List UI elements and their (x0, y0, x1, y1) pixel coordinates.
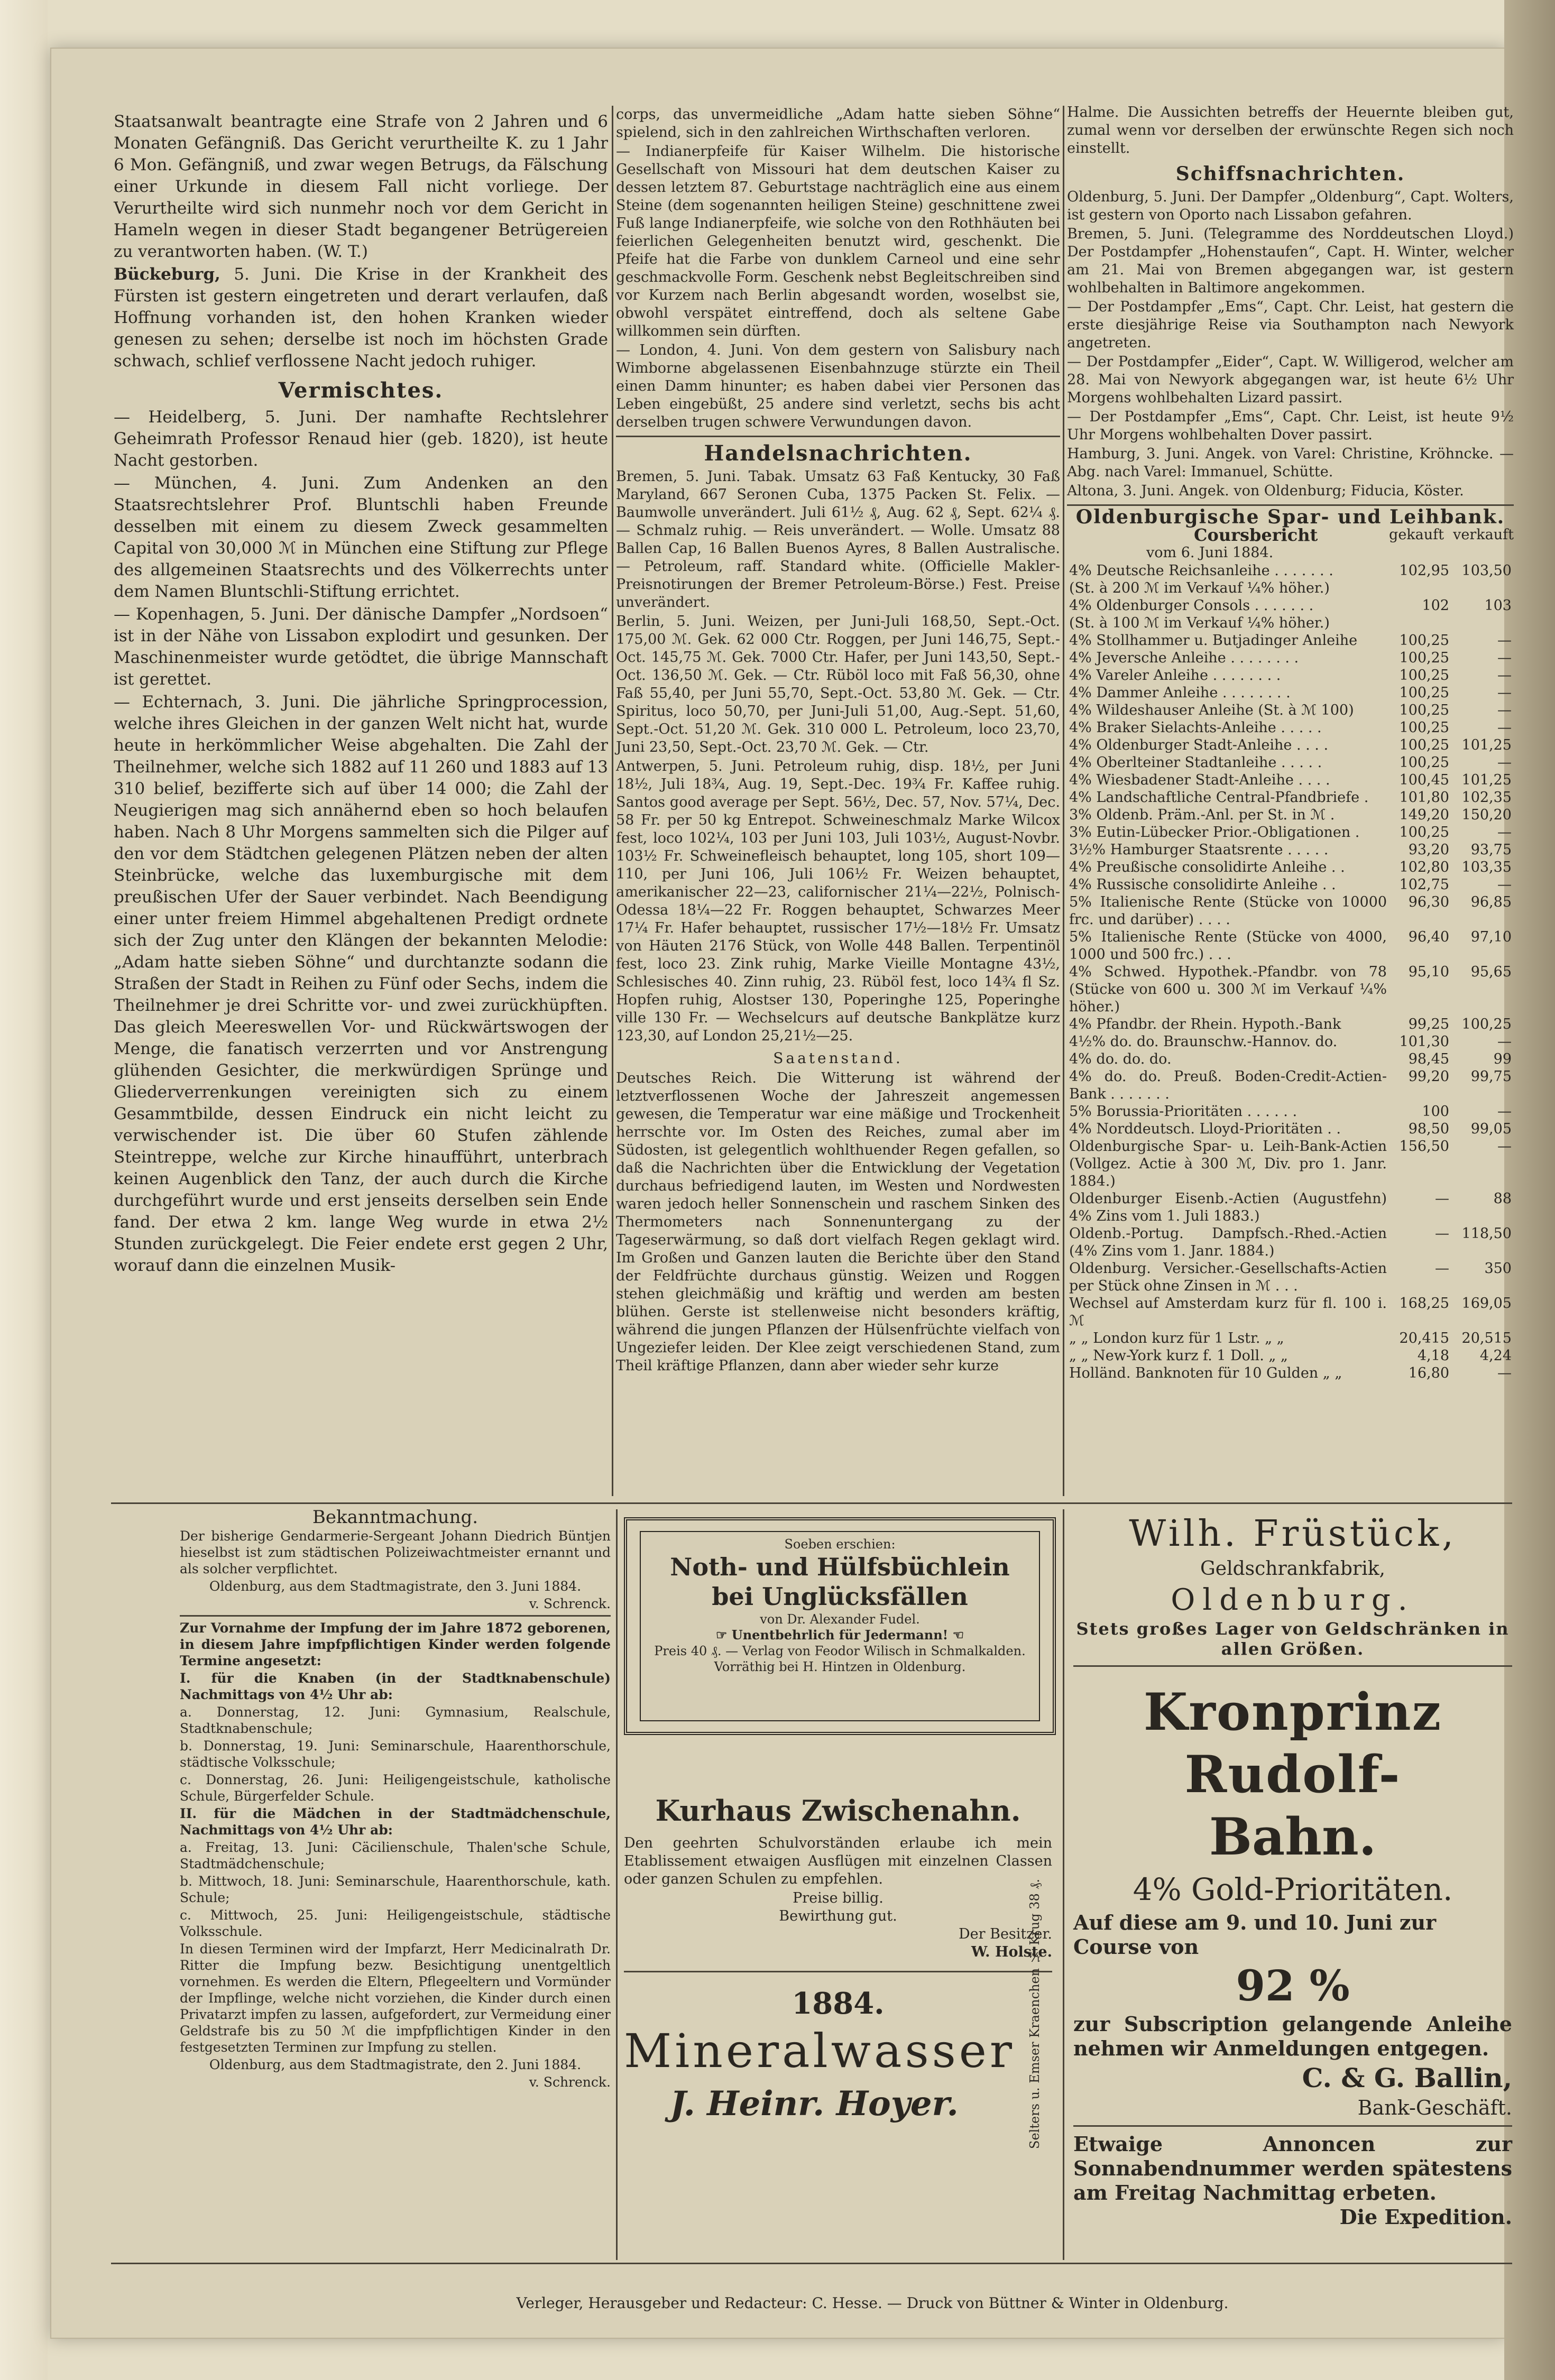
ads-rule-1 (616, 1509, 618, 2260)
bank-security-name: 3% Oldenb. Präm.-Anl. per St. in ℳ . (1069, 807, 1335, 823)
bank-row (1067, 1347, 1514, 1364)
bank-date: vom 6. Juni 1884. (1146, 545, 1274, 561)
article-halme: Halme. Die Aussichten betreffs der Heuernte bleiben gut, zumal wenn vor derselben der erwünschte Regen sich noch einstellt. (1067, 104, 1514, 156)
book-price: Preis 40 ₰. — Verlag von Feodor Wilisch in Schmalkalden. (654, 1644, 1026, 1658)
mw-year: 1884. (792, 1986, 885, 2021)
kr-title-2: Bahn. (1209, 1807, 1377, 1867)
book-title-1: Noth- und Hülfsbüchlein (670, 1553, 1010, 1581)
impf-date-b: b. Donnerstag, 19. Juni: Seminarschule, Haarenthorschule, städtische Volksschule; (180, 1738, 611, 1770)
dateline: Bückeburg, (114, 265, 220, 284)
bank-security-name: 4% Norddeutsch. Lloyd-Prioritäten . . (1069, 1121, 1341, 1137)
ad-kurhaus (624, 1792, 1052, 2181)
bank-row (1067, 1138, 1514, 1190)
bank-security-name: Wechsel auf Amsterdam kurz für fl. 100 i. ℳ (1069, 1295, 1387, 1329)
bank-row (1067, 1120, 1514, 1138)
kr-firm-sub: Bank-Geschäft. (1357, 2096, 1512, 2119)
kr-price: 92 % (1236, 1961, 1350, 2010)
bank-security-name: 5% Italienische Rente (Stücke von 10000 frc. und darüber) . . . . (1069, 894, 1387, 928)
bank-bought-price: 98,50 (1408, 1121, 1449, 1137)
bank-bought-price: 16,80 (1408, 1365, 1449, 1381)
kr-firm: C. & G. Ballin, (1302, 2062, 1512, 2093)
article-text: 5. Juni. Die Krise in der Krankheit des Fürsten ist gestern eingetreten und derart verlaufen, daß Hoffnung vorhanden ist, den hohen Kranken wieder genesen zu sehen; derselbe ist noch im höchsten Grade schwach, schlief verflossene Nacht jedoch ruhiger. (114, 265, 608, 371)
bank-security-name: Oldenburger Eisenb.-Actien (Augustfehn) 4% Zins vom 1. Juli 1883.) (1069, 1191, 1387, 1224)
bank-security-name: 4% Deutsche Reichsanleihe . . . . . . . (1069, 562, 1333, 579)
bank-bought-price: 93,20 (1408, 842, 1449, 858)
impf-date-d: a. Freitag, 13. Juni: Cäcilienschule, Thalen'sche Schule, Stadtmädchenschule; (180, 1840, 611, 1871)
bank-sold-price: — (1497, 650, 1512, 666)
bank-row (1067, 614, 1514, 632)
bank-bought-price: 100,25 (1399, 719, 1449, 736)
impf-date-a: a. Donnerstag, 12. Juni: Gymnasium, Realschule, Stadtknabenschule; (180, 1704, 611, 1736)
bank-sold-price: 101,25 (1461, 737, 1512, 753)
bank-row (1067, 754, 1514, 771)
bank-row (1067, 1190, 1514, 1225)
book-title-2: bei Unglücksfällen (712, 1582, 968, 1611)
bank-bought-price: 101,30 (1399, 1034, 1449, 1050)
bank-sold-price: 101,25 (1461, 772, 1512, 788)
page-fold (0, 0, 48, 2380)
market-antwerpen: Antwerpen, 5. Juni. Petroleum ruhig, disp. 18½, per Juni 18½, Juli 18¾, Aug. 19, Sept.-Dec. 19¾ Fr. Kaffee ruhig. Santos good average per Sept. 56½, Dec. 57, Nov. 57¼, Dec. 58 Fr. per 50 kg Entrepot. Schweineschmalz Marke Wilcox fest, loco 102¼, 103 per Juni 103, Juli 103½, August-Novbr. 103½ Fr. Schweinefleisch behauptet, long 105, short 109—110, per Juni 106, Juli 106½ Fr. Weizen behauptet, amerikanischer 22—23, californischer 21¼—22½, Polnisch-Odessa 18¼—22 Fr. Roggen behauptet, Schwarzes Meer 17¼ Fr. Hafer behauptet, russischer 17½—18½ Fr. Umsatz von Häuten 2176 Stück, von Wolle 448 Ballen. Terpentinöl fest, loco 23. Zink ruhig, Marke Vieille Montagne 43½, Schlesisches 40. Zinn ruhig, 23. Rüböl fest, loco 14¾ fl Sz. Hopfen ruhig, Alostser 130, Poperinghe 125, Poperinghe ville 130 Fr. — Wechselcurs auf deutsche Bankplätze kurz 123,30, auf London 25,21½—25. (616, 758, 1060, 1044)
bank-sold-price: 100,25 (1461, 1016, 1512, 1032)
bank-sold-price: — (1497, 702, 1512, 718)
bank-bought-price: 156,50 (1399, 1138, 1449, 1155)
imprint-footer: Verleger, Herausgeber und Redacteur: C. Hesse. — Druck von Büttner & Winter in Oldenburg. (516, 2294, 1229, 2312)
bank-bought-price (1389, 579, 1451, 597)
bek-place: Oldenburg, aus dem Stadtmagistrate, den 3. Juni 1884. (209, 1579, 582, 1594)
book-pre: Soeben erschien: (784, 1537, 896, 1552)
bank-row (1067, 771, 1514, 789)
bank-row (1067, 841, 1514, 859)
bank-row (1067, 824, 1514, 841)
article-indianerpfeife: — Indianerpfeife für Kaiser Wilhelm. Die historische Gesellschaft von Missouri hat dem deutschen Kaiser zu dessen letztem 87. Geburtstage nachträglich eine aus einem Steine (dem sogenannten heiligen Steine) geschnittene zwei Fuß lange Indianerpfeife, wie solche von den Rothhäuten bei feierlichen Gelegenheiten benutzt wird, geschenkt. Die Pfeife hat die Farbe von dunklem Carneol und eine sehr geschmackvolle Form. Geschenk nebst Begleitschreiben sind vor Kurzem nach Berlin abgesandt worden, woselbst sie, obwohl verspätet eintreffend, doch als seltene Gabe willkommen sein dürften. (616, 143, 1060, 339)
bank-row (1067, 928, 1514, 963)
kr-text-1: Auf diese am 9. und 10. Juni zur (1073, 1911, 1437, 1934)
bank-row (1067, 579, 1514, 597)
bank-row (1067, 1050, 1514, 1068)
bank-bought-price: — (1435, 1191, 1449, 1207)
bank-sold-price: — (1497, 1138, 1512, 1155)
ship-ems-2: — Der Postdampfer „Ems“, Capt. Chr. Leist, ist heute 9½ Uhr Morgens wohlbehalten Dover passirt. (1067, 409, 1514, 443)
bank-row (1067, 1295, 1514, 1330)
bank-security-name: Oldenburgische Spar- u. Leih-Bank-Actien (Vollgez. Actie à 300 ℳ, Div. pro 1. Janr. 1884.) (1069, 1138, 1387, 1189)
bank-sold-price: 88 (1493, 1191, 1512, 1207)
bek-title: Bekanntmachung. (312, 1507, 479, 1528)
bank-security-name: 5% Italienische Rente (Stücke von 4000, 1000 und 500 frc.) . . . (1069, 929, 1387, 963)
bank-row (1067, 736, 1514, 754)
fr-name: Wilh. Früstück, (1129, 1513, 1457, 1555)
impf-place: Oldenburg, aus dem Stadtmagistrate, den 2. Juni 1884. (209, 2057, 582, 2072)
bank-bought-price: 100,25 (1399, 650, 1449, 666)
book-slogan: ☞ Unentbehrlich für Jedermann! ☜ (715, 1627, 964, 1643)
bank-security-name: Oldenburg. Versicher.-Gesellschafts-Actien per Stück ohne Zinsen in ℳ . . . (1069, 1260, 1387, 1294)
bank-sold-price: — (1497, 719, 1512, 736)
article-saatenstand: Deutsches Reich. Die Witterung ist während der letztverflossenen Woche der Jahreszeit angemessen gewesen, die Temperatur war eine mäßige und Trockenheit herrschte vor. Im Osten des Reiches, zumal aber im Südosten, ist gelegentlich wohlthuender Regen gefallen, so daß die Nachrichten über die Entwicklung der Vegetation durchaus befriedigend lauten, im Westen und Nordwesten waren jedoch heller Sonnenschein und raschem Sinken des Thermometers nach Sonnenuntergang zu der Tageserwärmung, so daß dort vielfach Regen geklagt wird. Im Großen und Ganzen lauten die Berichte über den Stand der Feldfrüchte durchaus günstig. Weizen und Roggen stehen gleichmäßig und kräftig und werden am besten blühen. Gerste ist stellenweise nicht besonders kräftig, während die jungen Pflanzen der Hülsenfrüchte vielfach von Ungeziefer leiden. Der Klee zeigt verschiedenen Stand, zum Theil kräftige Pflanzen, dann aber wieder sehr kurze (616, 1070, 1060, 1374)
bank-security-name: „ „ New-York kurz f. 1 Doll. „ „ (1069, 1348, 1288, 1364)
article-muenchen: — München, 4. Juni. Zum Andenken an den Staatsrechtslehrer Prof. Bluntschli haben Freunde desselben mit einem zu diesem Zweck gesammelten Capital von 30,000 ℳ in München eine Stiftung zur Pflege des allgemeinen Staatsrechts und des Völkerrechts unter dem Namen Bluntschli-Stiftung errichtet. (114, 474, 608, 601)
kr-gold: 4% Gold-Prioritäten. (1133, 1871, 1453, 1907)
impf-text: In diesen Terminen wird der Impfarzt, Herr Medicinalrath Dr. Ritter die Impfung bezw. Besichtigung unentgeltlich vornehmen. Es werden die Eltern, Pflegeeltern und Vormünder der Impflinge, welche nicht vorziehen, die Kinder durch einen Privatarzt impfen zu lassen, aufgefordert, zur Vermeidung einer Geldstrafe bis zu 50 ℳ die impfpflichtigen Kinder in den festgesetzten Terminen zur Impfung zu stellen. (180, 1941, 611, 2055)
bank-bought-price: 100,25 (1399, 824, 1449, 841)
bank-security-name: (St. à 200 ℳ im Verkauf ¼% höher.) (1069, 580, 1330, 596)
bank-subtitle: Coursbericht (1194, 525, 1318, 545)
kur-price: Preise billig. (793, 1890, 884, 1906)
bank-bought-price: 102,95 (1399, 562, 1449, 579)
bank-row (1067, 963, 1514, 1016)
bank-row (1067, 684, 1514, 702)
bank-security-name: 4% Preußische consolidirte Anleihe . . (1069, 859, 1345, 875)
bank-row (1067, 876, 1514, 893)
market-berlin: Berlin, 5. Juni. Weizen, per Juni-Juli 168,50, Sept.-Oct. 175,00 ℳ. Gek. 62 000 Ctr. Roggen, per Juni 146,75, Sept.-Oct. 145,75 ℳ. Gek. 7000 Ctr. Hafer, per Juni 143,50, Sept.-Oct. 136,50 ℳ. Gek. — Ctr. Rüböl loco mit Faß 56,30, ohne Faß 55,40, per Juni 55,70, Sept.-Oct. 53,80 ℳ. Gek. — Ctr. Spiritus, loco 50,70, per Juni-Juli 51,00, Aug.-Sept. 51,60, Sept.-Oct. 51,20 ℳ. Gek. 310 000 L. Petroleum, loco 23,70, Juni 23,50, Sept.-Oct. 23,70 ℳ. Gek. — Ctr. (616, 613, 1060, 755)
bank-row (1067, 1364, 1514, 1382)
ads-rule-2 (1063, 1509, 1064, 2260)
bank-bought-price: 102,80 (1399, 859, 1449, 875)
kr-text-2: Course von (1073, 1935, 1199, 1959)
bank-sold-price: — (1497, 754, 1512, 771)
market-bremen: Bremen, 5. Juni. Tabak. Umsatz 63 Faß Kentucky, 30 Faß Maryland, 667 Seronen Cuba, 1375 Packen St. Felix. — Baumwolle unverändert. Juli 61½ ₰, Aug. 62 ₰, Sept. 62¼ ₰. — Schmalz ruhig. — Reis unverändert. — Wolle. Umsatz 88 Ballen Cap, 16 Ballen Buenos Ayres, 8 Ballen Australische. — Petroleum, raff. Standard white. (Officielle Makler-Preisnotirungen der Bremer Petroleum-Börse.) Fest. Preise unverändert. (616, 468, 1060, 611)
bank-sold-price: 118,50 (1461, 1225, 1512, 1242)
bank-bought-price: 100,25 (1399, 754, 1449, 771)
column-3 (1067, 104, 1514, 1382)
impf-sign: v. Schrenck. (529, 2074, 611, 2090)
bek-text: Der bisherige Gendarmerie-Sergeant Johann Diedrich Büntjen hieselbst ist zum städtischen Polizeiwachtmeister ernannt und als solcher verpflichtet. (180, 1528, 611, 1576)
bank-security-name: 4% Jeversche Anleihe . . . . . . . . (1069, 650, 1299, 666)
bank-security-name: 4% Vareler Anleihe . . . . . . . . (1069, 667, 1281, 684)
bank-sold-price: 103,35 (1461, 859, 1512, 875)
bank-bought-price: 4,18 (1417, 1348, 1449, 1364)
bank-security-name: 3½% Hamburger Staatsrente . . . . . (1069, 842, 1329, 858)
bank-row (1067, 1033, 1514, 1050)
bank-sold-price: 169,05 (1461, 1295, 1512, 1312)
ship-bremen: Bremen, 5. Juni. (Telegramme des Norddeutschen Lloyd.) Der Postdampfer „Hohenstaufen“, Capt. H. Winter, welcher am 21. Mai von Bremen abgegangen war, ist gestern wohlbehalten in Baltimore angekommen. (1067, 226, 1514, 296)
bank-sold-price: 20,515 (1461, 1330, 1512, 1346)
article-london: — London, 4. Juni. Von dem gestern von Salisbury nach Wimborne abgelassenen Eisenbahnzuge stürzte ein Theil einen Damm hinunter; es haben dabei vier Personen das Leben eingebüßt, 25 andere sind verletzt, sechs bis acht derselben trugen schwere Verwundungen davon. (616, 342, 1060, 430)
section-heading-handel: Handelsnachrichten. (704, 441, 972, 466)
impf-boys: I. für die Knaben (in der Stadtknabenschule) Nachmittags von 4½ Uhr ab: (180, 1671, 611, 1702)
mw-side-text: Selters u. Emser Kraenchen ¼ Krug 38 ₰. (1027, 1878, 1042, 2149)
bank-row (1067, 1225, 1514, 1260)
bank-sold-price: 4,24 (1479, 1348, 1512, 1364)
kur-title: Kurhaus Zwischenahn. (655, 1794, 1021, 1828)
section-heading-saatenstand: Saatenstand. (773, 1049, 903, 1067)
impf-intro: Zur Vornahme der Impfung der im Jahre 1872 geborenen, in diesem Jahre impfpflichtigen Kinder werden folgende Termine angesetzt: (180, 1620, 611, 1668)
bank-sold-price: — (1497, 1103, 1512, 1120)
article-heidelberg: — Heidelberg, 5. Juni. Der namhafte Rechtslehrer Geheimrath Professor Renaud hier (geb. 1820), ist heute Nacht gestorben. (114, 408, 608, 470)
bank-bought-price: 20,415 (1399, 1330, 1449, 1346)
bank-security-name: 4% do. do. do. (1069, 1051, 1172, 1067)
kur-bewirthung: Bewirthung gut. (779, 1908, 897, 1924)
ship-altona: Altona, 3. Juni. Angek. von Oldenburg; Fiducia, Köster. (1067, 483, 1464, 499)
bank-sold-price: 97,10 (1470, 929, 1512, 945)
bank-sold-price: 150,20 (1461, 807, 1512, 823)
bank-security-name: 4% Schwed. Hypothek.-Pfandbr. von 78 (Stücke von 600 u. 300 ℳ im Verkauf ¼% höher.) (1069, 964, 1387, 1015)
bank-sold-price: 99,05 (1470, 1121, 1512, 1137)
bank-sold-price: — (1497, 824, 1512, 841)
column-1 (114, 111, 608, 1278)
bank-sold-price (1451, 579, 1514, 597)
bank-bought-price: 100,25 (1399, 632, 1449, 649)
bank-row (1067, 859, 1514, 876)
exp-sign: Die Expedition. (1339, 2205, 1512, 2229)
bank-row (1067, 597, 1514, 614)
bank-sold-price: 93,75 (1470, 842, 1512, 858)
bank-sold-price: 95,65 (1470, 964, 1512, 980)
bank-bought-price: 102 (1422, 597, 1449, 614)
bank-row (1067, 1016, 1514, 1033)
bank-security-name: Holländ. Banknoten für 10 Gulden „ „ (1069, 1365, 1342, 1381)
column-rule-2 (1063, 106, 1064, 1496)
bank-bought-price: — (1435, 1225, 1449, 1242)
article-continuation: corps, das unvermeidliche „Adam hatte sieben Söhne“ spielend, sich in den zahlreichen Wirthschaften verloren. (616, 106, 1060, 141)
bank-sold-price: — (1497, 632, 1512, 649)
bank-sold-price: — (1497, 877, 1512, 893)
bank-bought-price: 100,25 (1399, 685, 1449, 701)
article-kopenhagen: — Kopenhagen, 5. Juni. Der dänische Dampfer „Nordsoen“ ist in der Nähe von Lissabon explodirt und gesunken. Der Maschinenmeister wurde getödtet, die übrige Mannschaft ist gerettet. (114, 605, 608, 689)
bank-bought-price: 100 (1422, 1103, 1449, 1120)
section-heading-schiff: Schiffsnachrichten. (1175, 163, 1405, 185)
fr-city: Oldenburg. (1171, 1583, 1415, 1617)
kur-name: W. Holste. (971, 1944, 1052, 1960)
impf-girls: II. für die Mädchen in der Stadtmädchenschule, Nachmittags von 4½ Uhr ab: (180, 1806, 611, 1838)
article-bueckeburg (114, 264, 608, 372)
bank-col-sold: verkauft (1453, 527, 1514, 543)
ads-separator-rule (111, 1502, 1512, 1504)
bank-bought-price: 149,20 (1399, 807, 1449, 823)
fr-stock: Stets großes Lager von Geldschränken in allen Größen. (1076, 1619, 1510, 1659)
bank-bought-price: 96,40 (1408, 929, 1449, 945)
ship-eider: — Der Postdampfer „Eider“, Capt. W. Willigerod, welcher am 28. Mai von Newyork abgegangen war, ist heute 6½ Uhr Morgens wohlbehalten Lizard passirt. (1067, 354, 1514, 406)
section-heading-vermischtes: Vermischtes. (278, 378, 444, 403)
bank-row (1067, 1103, 1514, 1120)
kr-title-1: Kronprinz Rudolf- (1143, 1682, 1442, 1804)
bank-row (1067, 1260, 1514, 1295)
bank-security-name: 4% Wiesbadener Stadt-Anleihe . . . . (1069, 772, 1330, 788)
bank-bought-price: 100,25 (1399, 702, 1449, 718)
bank-sold-price: 103 (1484, 597, 1512, 614)
bank-sold-price: — (1497, 667, 1512, 684)
bank-row (1067, 789, 1514, 806)
bank-sold-price: 102,35 (1461, 789, 1512, 806)
bank-security-name: 4% Pfandbr. der Rhein. Hypoth.-Bank (1069, 1016, 1341, 1032)
bank-row (1067, 1330, 1514, 1347)
bank-sold-price: 99 (1493, 1051, 1512, 1067)
bank-sold-price: 96,85 (1470, 894, 1512, 910)
bank-security-name: 4% Oberlteiner Stadtanleihe . . . . . (1069, 754, 1322, 771)
kur-text: Den geehrten Schulvorständen erlaube ich mein Etablissement etwaigen Ausflügen mit einzelnen Classen oder ganzen Schulen zu empfehlen. (624, 1835, 1052, 1887)
bank-security-name: 4½% do. do. Braunschw.-Hannov. do. (1069, 1034, 1338, 1050)
ad-bekanntmachung (180, 1509, 611, 2091)
impf-date-c: c. Donnerstag, 26. Juni: Heiligengeistschule, katholische Schule, Bürgerfelder Schule. (180, 1772, 611, 1804)
bank-sold-price: 99,75 (1470, 1068, 1512, 1085)
ship-oldenburg: Oldenburg, 5. Juni. Der Dampfer „Oldenburg“, Capt. Wolters, ist gestern von Oporto nach Lissabon gefahren. (1067, 189, 1514, 223)
bank-security-name: Oldenb.-Portug. Dampfsch.-Rhed.-Actien (4% Zins vom 1. Janr. 1884.) (1069, 1225, 1387, 1259)
bank-security-name: „ „ London kurz für 1 Lstr. „ „ (1069, 1330, 1284, 1346)
mw-title: Mineralwasser (624, 2024, 1015, 2078)
bank-security-name: 4% Braker Sielachts-Anleihe . . . . . (1069, 719, 1322, 736)
kr-text-3: zur Subscription gelangende Anleihe nehmen wir Anmeldungen entgegen. (1073, 2012, 1512, 2060)
bank-row (1067, 562, 1514, 579)
bank-title: Oldenburgische Spar- und Leihbank. (1075, 506, 1505, 528)
bank-bought-price: 101,80 (1399, 789, 1449, 806)
bank-row (1067, 893, 1514, 928)
kur-owner: Der Besitzer. (958, 1926, 1052, 1942)
bank-bought-price: 100,25 (1399, 737, 1449, 753)
bank-bought-price: 100,45 (1399, 772, 1449, 788)
bank-sold-price: 103,50 (1461, 562, 1512, 579)
bank-sold-price: — (1497, 685, 1512, 701)
column-2 (616, 106, 1060, 1376)
bank-security-name: 4% Dammer Anleihe . . . . . . . . (1069, 685, 1291, 701)
ad-fruestueck (1073, 1512, 1512, 1673)
bank-bought-price: 96,30 (1408, 894, 1449, 910)
ad-kronprinz (1073, 1681, 1512, 2229)
footer-rule (111, 2263, 1512, 2264)
ad-book-frame (624, 1517, 1056, 1735)
bank-security-name: 3% Eutin-Lübecker Prior.-Obligationen . (1069, 824, 1360, 841)
book-availability: Vorräthig bei H. Hintzen in Oldenburg. (714, 1659, 966, 1674)
bank-security-name: 4% do. do. Preuß. Boden-Credit-Actien-Bank . . . . . . . (1069, 1068, 1387, 1102)
bank-bought-price: 98,45 (1408, 1051, 1449, 1067)
bank-sold-price: — (1497, 1365, 1512, 1381)
bank-sold-price: — (1497, 1034, 1512, 1050)
bank-bought-price: 95,10 (1408, 964, 1449, 980)
bank-row (1067, 806, 1514, 824)
bank-bought-price: 100,25 (1399, 667, 1449, 684)
bank-security-name: 4% Landschaftliche Central-Pfandbriefe . (1069, 789, 1369, 806)
impf-date-f: c. Mittwoch, 25. Juni: Heiligengeistschule, städtische Volksschule. (180, 1907, 611, 1939)
bank-bought-price: 99,25 (1408, 1016, 1449, 1032)
bank-col-bought: gekauft (1389, 527, 1444, 543)
article-echternach: — Echternach, 3. Juni. Die jährliche Springprocession, welche ihres Gleichen in der ganzen Welt nicht hat, wurde heute in herkömmlicher Weise abgehalten. Die Zahl der Theilnehmer, welche sich 1882 auf 11 260 und 1883 auf 13 310 belief, bezifferte sich auf über 14 000; die Zahl der Neugierigen mag sich annähernd eben so hoch belaufen haben. Nach 8 Uhr Morgens sammelten sich die Pilger auf den vor dem Städtchen gelegenen Plätzen neben der alten Steinbrücke, welche das luxemburgische mit dem preußischen Ufer der Sauer verbindet. Nach Beendigung einer unter freiem Himmel abgehaltenen Predigt ordnete sich der Zug unter den Klängen der bekannten Melodie: „Adam hatte sieben Söhne“ und durchtanzte sodann die Straßen der Stadt in Reihen zu Fünf oder Sechs, indem die Theilnehmer je drei Schritte vor- und zwei zurückhüpften. Das gleich Meereswellen Vor- und Rückwärtswogen der Menge, die fanatisch verzerrten und vor Anstrengung glühenden Gesichter, die merkwürdigen Sprünge und Gliederverrenkungen vereinigten sich zu einem Gesammtbilde, dessen Eindruck ein nicht leicht zu verwischender ist. Die über 60 Stufen zählende Steintreppe, welche zur Kirche hinaufführt, unterbrach keinen Augenblick den Tanz, der auch durch die Kirche durchgeführt wurde und erst jenseits derselben sein Ende fand. Der etwa 2 km. lange Weg wurde in etwa 2½ Stunden zurückgelegt. Die Feier endete erst gegen 2 Uhr, worauf dann die einzelnen Musik- (114, 693, 608, 1275)
bank-row (1067, 649, 1514, 667)
impf-date-e: b. Mittwoch, 18. Juni: Seminarschule, Haarenthorschule, kath. Schule; (180, 1874, 611, 1905)
bank-sold-price (1451, 614, 1514, 632)
bank-bought-price: 99,20 (1408, 1068, 1449, 1085)
bank-security-name: 5% Borussia-Prioritäten . . . . . . (1069, 1103, 1298, 1120)
ship-hamburg: Hamburg, 3. Juni. Angek. von Varel: Christine, Kröhncke. — Abg. nach Varel: Immanuel, Schütte. (1067, 446, 1514, 480)
bank-security-name: (St. à 100 ℳ im Verkauf ¼% höher.) (1069, 615, 1330, 631)
bank-security-name: 4% Stollhammer u. Butjadinger Anleihe (1069, 632, 1358, 649)
bank-row (1067, 719, 1514, 736)
bank-sold-price: 350 (1484, 1260, 1512, 1277)
bank-row (1067, 632, 1514, 649)
article-staatsanwalt: Staatsanwalt beantragte eine Strafe von 2 Jahren und 6 Monaten Gefängniß. Das Gericht verurtheilte K. zu 1 Jahr 6 Mon. Gefängniß, und zwar wegen Betrugs, da Fälschung einer Urkunde in diesem Fall nicht vorliege. Der Verurtheilte wird sich nunmehr noch vor dem Gericht in Hameln wegen in dieser Stadt begangener Betrügereien zu verantworten haben. (W. T.) (114, 112, 608, 261)
bank-row (1067, 667, 1514, 684)
bank-bought-price: — (1435, 1260, 1449, 1277)
bank-security-name: 4% Russische consolidirte Anleihe . . (1069, 877, 1336, 893)
bank-security-name: 4% Oldenburger Stadt-Anleihe . . . . (1069, 737, 1329, 753)
column-rule-1 (612, 106, 613, 1496)
bank-security-name: 4% Wildeshauser Anleihe (St. à ℳ 100) (1069, 702, 1354, 718)
bank-security-name: 4% Oldenburger Consols . . . . . . . (1069, 597, 1314, 614)
fr-sub: Geldschrankfabrik, (1200, 1558, 1385, 1580)
bank-bought-price: 102,75 (1399, 877, 1449, 893)
bank-row (1067, 1068, 1514, 1103)
bank-bought-price: 168,25 (1399, 1295, 1449, 1312)
bank-row (1067, 702, 1514, 719)
book-author: von Dr. Alexander Fudel. (760, 1612, 920, 1627)
bek-sign: v. Schrenck. (529, 1596, 611, 1611)
bank-rates-table (1067, 562, 1514, 1382)
bank-bought-price (1389, 614, 1451, 632)
ship-ems-1: — Der Postdampfer „Ems“, Capt. Chr. Leist, hat gestern die erste diesjährige Reise via Southampton nach Newyork angetreten. (1067, 299, 1514, 351)
mw-name: J. Heinr. Hoyer. (670, 2084, 959, 2124)
exp-text: Etwaige Annoncen zur Sonnabendnummer werden spätestens am Freitag Nachmittag erbeten. (1073, 2132, 1512, 2204)
